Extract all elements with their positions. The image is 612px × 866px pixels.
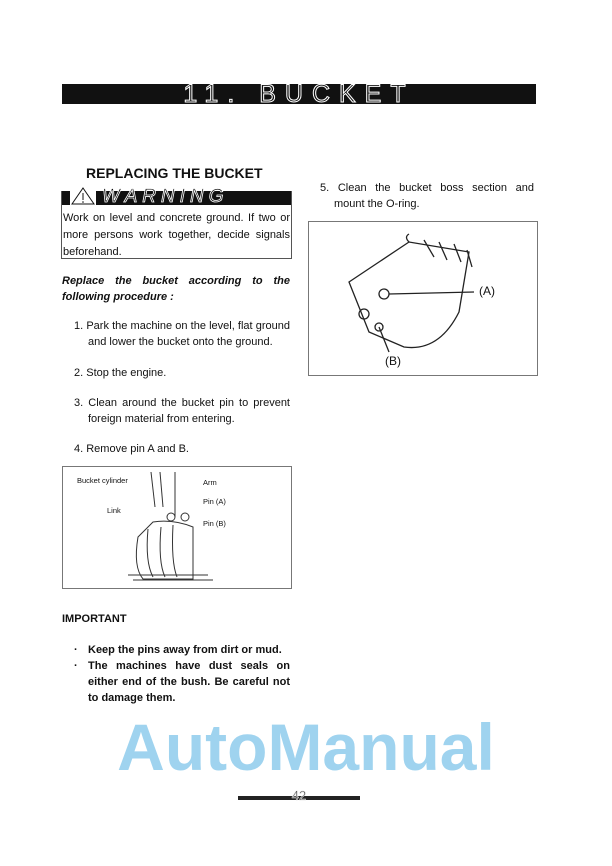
title-bar [62, 80, 536, 108]
step-2: 2. Stop the engine. [74, 367, 167, 379]
bullet-text: Keep the pins away from dirt or mud. [88, 644, 282, 656]
page-title: 11. BUCKET [183, 80, 415, 108]
intro-text: Replace the bucket according to the following procedure : [62, 275, 290, 303]
page-number: 42 [291, 788, 307, 803]
watermark: AutoManual [117, 710, 495, 784]
section-heading: REPLACING THE BUCKET [86, 165, 263, 181]
label-arm: Arm [203, 478, 217, 487]
label-bucket-cylinder: Bucket cylinder [77, 476, 128, 485]
warning-box [61, 186, 292, 259]
label-a: (A) [479, 284, 495, 298]
warning-triangle-icon [70, 187, 96, 205]
bucket-boss-illustration [309, 222, 537, 375]
step-1: 1. Park the machine on the level, flat ground and lower the bucket onto the ground. [74, 320, 290, 348]
warning-text: Work on level and concrete ground. If two or more persons work together, decide signals beforehand. [63, 212, 290, 258]
footer-bar [238, 788, 360, 803]
label-pin-a: Pin (A) [203, 497, 226, 506]
step-5: 5. Clean the bucket boss section and mount the O-ring. [320, 182, 534, 210]
figure-bucket-pins [62, 466, 292, 589]
important-bullet-2 [74, 658, 290, 706]
bullet-dot: · [74, 660, 78, 672]
label-pin-b: Pin (B) [203, 519, 226, 528]
label-b: (B) [385, 354, 401, 368]
label-link: Link [107, 506, 121, 515]
bucket-illustration [63, 467, 291, 588]
important-heading: IMPORTANT [62, 613, 127, 625]
bullet-dot: · [74, 644, 78, 656]
figure-bucket-oring [308, 221, 538, 376]
warning-label: WARNING [102, 186, 229, 207]
bullet-text: The machines have dust seals on either end of the bush. Be careful not to damage them. [88, 660, 290, 704]
important-bullet-1 [74, 642, 290, 658]
step-3: 3. Clean around the bucket pin to prevent foreign material from entering. [74, 397, 290, 425]
step-4: 4. Remove pin A and B. [74, 443, 189, 455]
warning-bar [62, 186, 291, 207]
